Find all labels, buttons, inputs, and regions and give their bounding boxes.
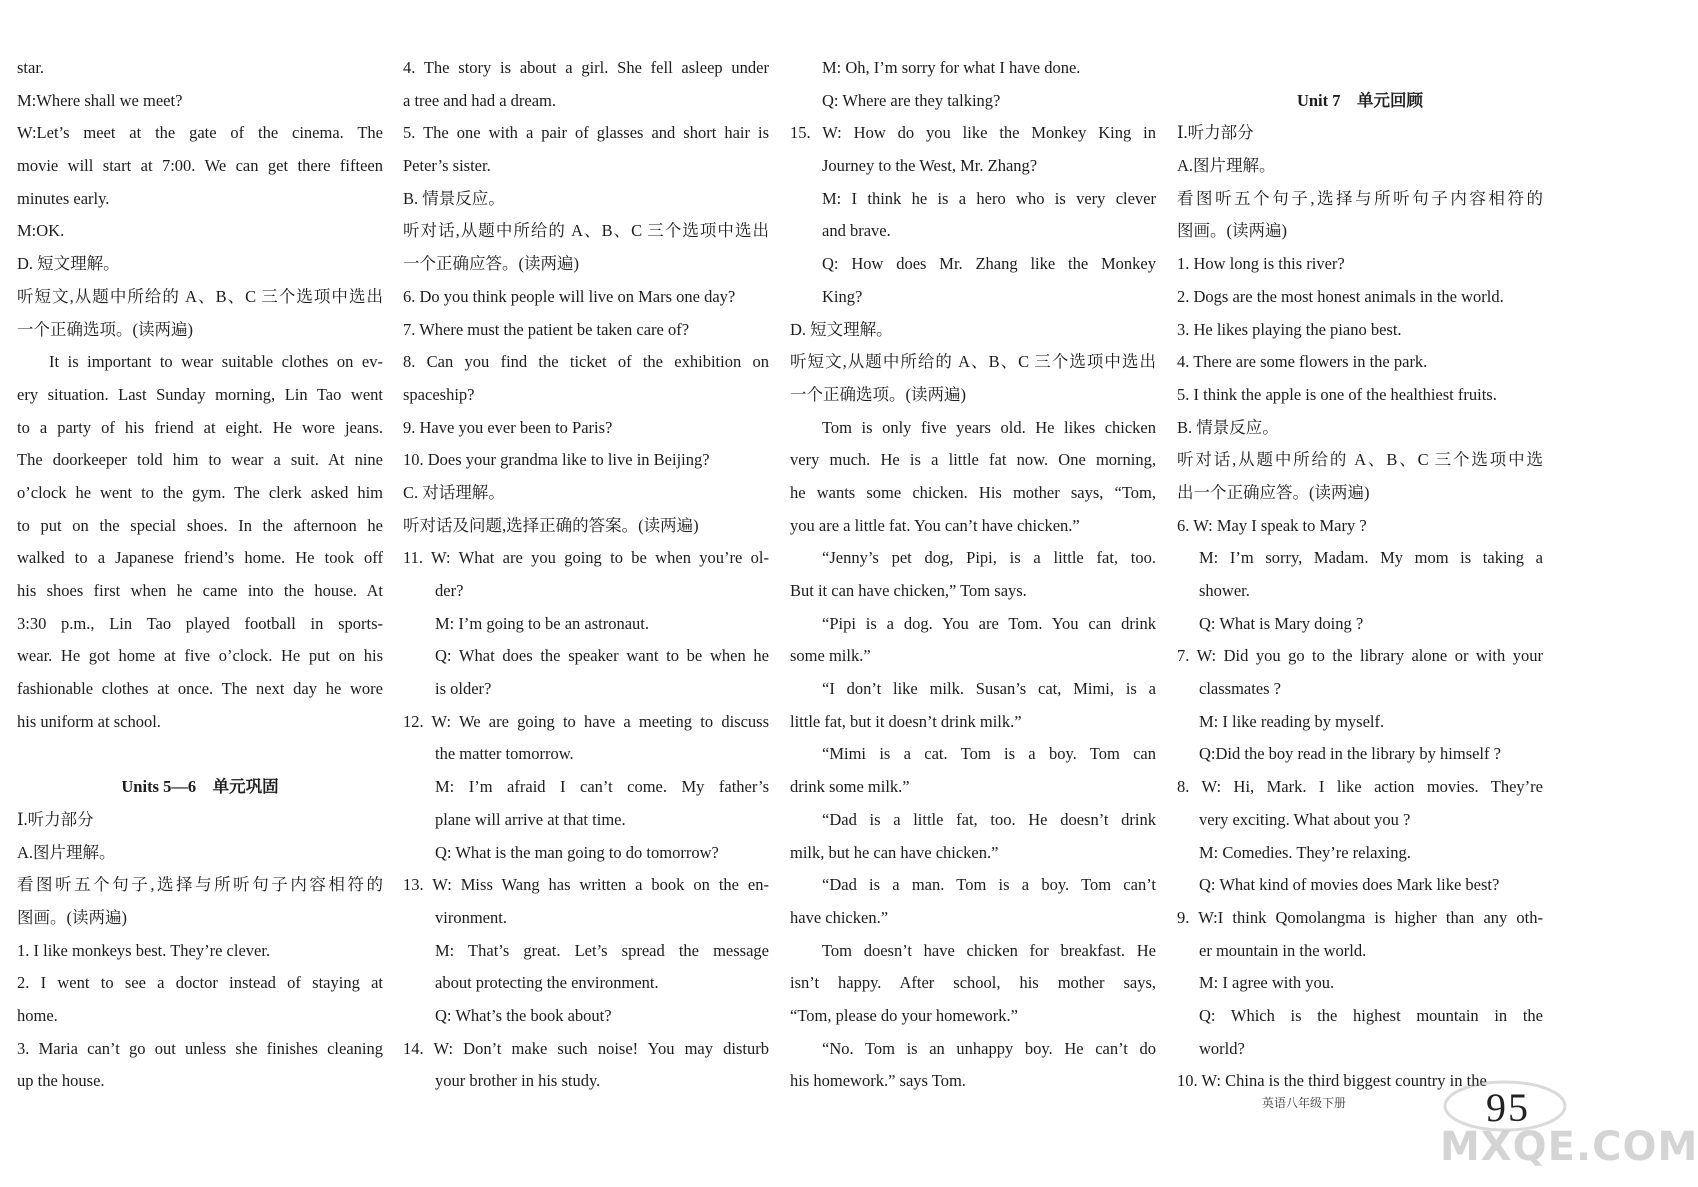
text-line: wear. He got home at five o’clock. He put on his [17,646,383,666]
text-line: 8. W: Hi, Mark. I like action movies. They’re [1177,777,1543,797]
text-line: star. [17,58,45,77]
text-line: vironment. [435,907,507,927]
text-line: Q: How does Mr. Zhang like the Monkey [822,254,1156,274]
text-line: M: I’m afraid I can’t come. My father’s [435,777,769,797]
text-line: M:OK. [17,221,65,241]
column-1 [17,52,383,1098]
text-line: up the house. [17,1071,105,1091]
text-line: 11. W: What are you going to be when you’re ol- [403,548,769,568]
book-title-footer: 英语八年级下册 [1262,1096,1347,1110]
text-line: Ⅰ.听力部分 [17,809,94,829]
text-line: “I don’t like milk. Susan’s cat, Mimi, is a [822,679,1156,699]
page-number: 95 [1486,1085,1530,1130]
text-line: very exciting. What about you ? [1199,809,1411,829]
text-line: 看图听五个句子,选择与所听句子内容相符的 [17,875,383,895]
text-line: 一个正确选项。(读两遍) [790,384,966,404]
text-line: Q: What is the man going to do tomorrow? [435,842,719,862]
text-line: his shoes first when he came into the house. At [17,581,383,600]
column-2 [403,52,769,1098]
text-line: have chicken.” [790,907,889,927]
text-line: 13. W: Miss Wang has written a book on the en- [403,875,769,895]
text-line: about protecting the environment. [435,973,659,993]
section-heading: Units 5—6 单元巩固 [121,777,279,797]
text-line: shower. [1199,581,1250,600]
section-heading: Unit 7 单元回顾 [1296,90,1424,110]
text-line: W:Let’s meet at the gate of the cinema. The [17,123,383,143]
text-line: 5. I think the apple is one of the healthiest fruits. [1177,384,1497,404]
text-line: M: I think he is a hero who is very clever [822,188,1156,208]
text-line: fashionable clothes at once. The next day he wore [17,679,383,699]
text-line: Q: What does the speaker want to be when he [435,646,769,666]
text-line: classmates ? [1199,679,1282,699]
text-line: M: I’m going to be an astronaut. [435,613,650,633]
text-line: “No. Tom is an unhappy boy. He can’t do [822,1038,1156,1058]
text-line: 12. W: We are going to have a meeting to discuss [403,711,769,731]
text-line: to a party of his friend at eight. He wore jeans. [17,417,383,437]
text-line: minutes early. [17,188,110,208]
column-4 [1177,52,1543,1098]
text-line: The doorkeeper told him to wear a suit. At nine [17,450,383,470]
text-line: Q: What’s the book about? [435,1005,612,1025]
text-line: D. 短文理解。 [790,319,893,339]
text-line: M: I agree with you. [1199,973,1335,993]
text-line: 看图听五个句子,选择与所听句子内容相符的 [1177,188,1543,208]
text-line: 2. I went to see a doctor instead of staying at [17,973,383,993]
text-line: he wants some chicken. His mother says, “Tom, [790,482,1156,502]
text-line: Peter’s sister. [403,156,491,176]
text-line: home. [17,1005,58,1025]
text-line: Q: What is Mary doing ? [1199,613,1364,633]
text-line: 听对话,从题中所给的 A、B、C 三个选项中选出 [403,221,769,241]
text-line [17,738,383,771]
text-line: 9. Have you ever been to Paris? [403,417,613,437]
text-line: A.图片理解。 [17,842,116,862]
text-line: M:Where shall we meet? [17,90,183,110]
text-line: D. 短文理解。 [17,254,120,274]
text-line: 10. W: China is the third biggest country in the [1177,1071,1487,1091]
text-line: 3:30 p.m., Lin Tao played football in sports- [17,613,383,633]
watermark-text: MXQE.COM [1440,1124,1698,1170]
text-line: “Jenny’s pet dog, Pipi, is a little fat, too. [822,548,1156,568]
text-line: plane will arrive at that time. [435,809,626,829]
text-line: M: Comedies. They’re relaxing. [1199,842,1411,862]
text-line: walked to a Japanese friend’s home. He took off [17,548,383,568]
text-line: o’clock he went to the gym. The clerk asked him [17,482,383,502]
text-line: is older? [435,679,492,699]
text-line: Q: What kind of movies does Mark like best? [1199,875,1500,895]
text-line: little fat, but it doesn’t drink milk.” [790,711,1022,731]
text-line: spaceship? [403,384,475,404]
text-line: “Pipi is a dog. You are Tom. You can drink [822,613,1156,633]
text-line: 5. The one with a pair of glasses and short hair is [403,123,769,143]
text-line: 7. W: Did you go to the library alone or with your [1177,646,1543,666]
text-line: Q: Where are they talking? [822,90,1001,110]
text-line: 2. Dogs are the most honest animals in the world. [1177,286,1504,306]
text-line: and brave. [822,221,891,241]
text-line: some milk.” [790,646,871,666]
text-line: 7. Where must the patient be taken care of? [403,319,690,339]
text-line: Q:Did the boy read in the library by himself ? [1199,744,1501,764]
text-line: A.图片理解。 [1177,156,1276,176]
text-line: 3. He likes playing the piano best. [1177,319,1402,339]
text-line: 8. Can you find the ticket of the exhibition on [403,352,769,372]
text-line: 9. W:I think Qomolangma is higher than any oth- [1177,907,1543,927]
text-line: 图画。(读两遍) [17,907,127,927]
text-line: 3. Maria can’t go out unless she finishes cleaning [17,1038,383,1058]
text-line: der? [435,581,464,600]
text-line: world? [1199,1038,1245,1058]
text-line: King? [822,286,863,306]
text-line: “Tom, please do your homework.” [790,1005,1018,1025]
text-line: 4. There are some flowers in the park. [1177,352,1428,372]
text-line: his uniform at school. [17,711,161,731]
text-line: movie will start at 7:00. We can get there fifteen [17,156,383,176]
text-line: 6. Do you think people will live on Mars one day? [403,286,736,306]
text-line: 听短文,从题中所给的 A、B、C 三个选项中选出 [17,286,383,306]
text-line: a tree and had a dream. [403,90,556,110]
text-line: ery situation. Last Sunday morning, Lin Tao went [17,384,383,404]
text-line: 6. W: May I speak to Mary ? [1177,515,1367,535]
text-line: er mountain in the world. [1199,940,1367,960]
text-line: the matter tomorrow. [435,744,574,764]
text-line: Ⅰ.听力部分 [1177,123,1254,143]
text-line: to put on the special shoes. In the afternoon he [17,515,383,535]
text-line: M: That’s great. Let’s spread the message [435,940,769,960]
text-line: M: I’m sorry, Madam. My mom is taking a [1199,548,1543,568]
text-line: 一个正确选项。(读两遍) [17,319,193,339]
text-line: M: Oh, I’m sorry for what I have done. [822,58,1081,77]
text-line: you are a little fat. You can’t have chicken.” [790,515,1080,535]
text-line: It is important to wear suitable clothes on ev- [49,352,383,372]
text-line: “Dad is a little fat, too. He doesn’t drink [822,809,1156,829]
text-line: M: I like reading by myself. [1199,711,1385,731]
text-line: his homework.” says Tom. [790,1071,966,1091]
text-line: C. 对话理解。 [403,482,505,502]
text-line: your brother in his study. [435,1071,601,1091]
column-3 [790,52,1156,1098]
text-line: 4. The story is about a girl. She fell asleep under [403,58,769,77]
text-line: 10. Does your grandma like to live in Beijing? [403,450,710,470]
text-line: drink some milk.” [790,777,910,797]
text-line: Journey to the West, Mr. Zhang? [822,156,1038,176]
text-line: 听对话,从题中所给的 A、B、C 三个选项中选 [1177,450,1543,470]
text-line: 15. W: How do you like the Monkey King in [790,123,1156,143]
text-line: Tom doesn’t have chicken for breakfast. He [822,940,1156,960]
text-line: 1. How long is this river? [1177,254,1345,274]
text-line: Q: Which is the highest mountain in the [1199,1005,1543,1025]
text-line: “Dad is a man. Tom is a boy. Tom can’t [822,875,1156,895]
text-line: B. 情景反应。 [403,188,505,208]
text-line: 图画。(读两遍) [1177,221,1287,241]
text-line: milk, but he can have chicken.” [790,842,999,862]
text-line: 听短文,从题中所给的 A、B、C 三个选项中选出 [790,352,1156,372]
text-line: very much. He is a little fat now. One morning, [790,450,1156,470]
text-line: But it can have chicken,” Tom says. [790,581,1027,600]
text-line: 听对话及问题,选择正确的答案。(读两遍) [403,515,699,535]
text-line: B. 情景反应。 [1177,417,1279,437]
text-line: 1. I like monkeys best. They’re clever. [17,940,271,960]
text-line [1177,52,1543,85]
text-line: Tom is only five years old. He likes chicken [822,417,1156,437]
text-line: isn’t happy. After school, his mother says, [790,973,1156,993]
text-line: 14. W: Don’t make such noise! You may disturb [403,1038,769,1058]
text-line: 一个正确应答。(读两遍) [403,254,579,274]
text-line: “Mimi is a cat. Tom is a boy. Tom can [822,744,1156,764]
text-line: 出一个正确应答。(读两遍) [1177,482,1370,502]
